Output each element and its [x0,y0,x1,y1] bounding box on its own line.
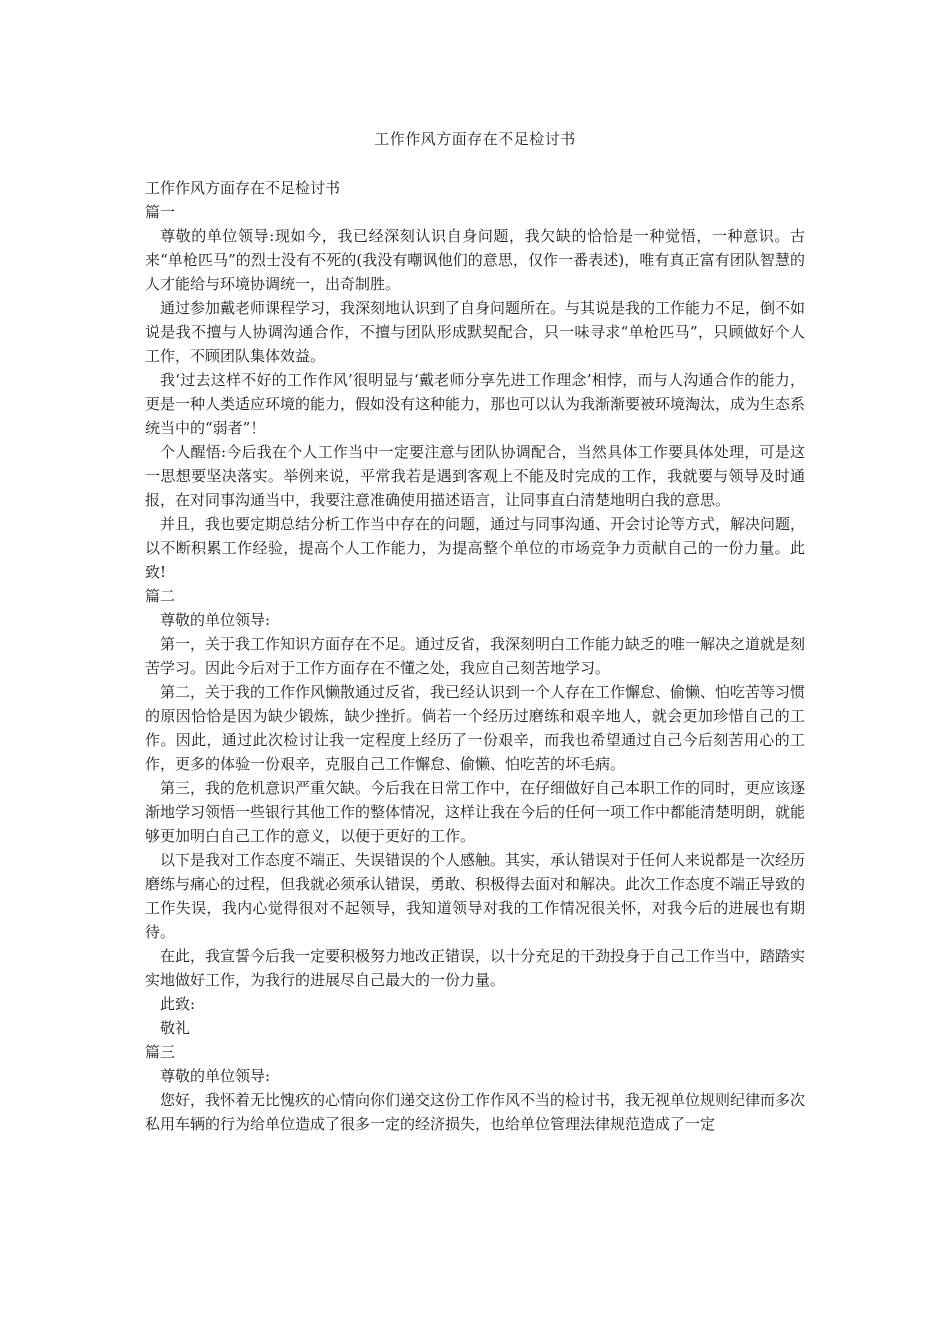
closing-line: 敬礼 [160,1019,191,1037]
section-heading: 篇二 [145,587,176,605]
paragraph: 个人醒悟:今后我在个人工作当中一定要注意与团队协调配合，当然具体工作要具体处理，可是这一思想要坚决落实。举例来说，平常我若是遇到客观上不能及时完成的工作，我就要与领导及时通报，在对同事沟通当中，我要注意准确使用描述语言，让同事直白清楚地明白我的意思。 [145,443,805,509]
paragraph: 以下是我对工作态度不端正、失误错误的个人感触。其实，承认错误对于任何人来说都是一次经历磨练与痛心的过程，但我就必须承认错误，勇敢、积极得去面对和解决。此次工作态度不端正导致的工作失误，我内心觉得很对不起领导，我知道领导对我的工作情况很关怀，对我今后的进展也有期待。 [145,851,806,941]
section-heading: 篇三 [145,1043,176,1061]
paragraph: 第三，我的危机意识严重欠缺。今后我在日常工作中，在仔细做好自己本职工作的同时，更应该逐渐地学习领悟一些银行其他工作的整体情况，这样让我在今后的任何一项工作中都能清楚明朗，就能够更加明白自己工作的意义，以便于更好的工作。 [145,779,806,845]
closing-line: 此致: [160,995,196,1013]
paragraph: 并且，我也要定期总结分析工作当中存在的问题，通过与同事沟通、开会讨论等方式，解决问题，以不断积累工作经验，提高个人工作能力，为提高整个单位的市场竞争力贡献自己的一份力量。此致! [145,515,806,581]
paragraph: 您好，我怀着无比愧疚的心情向你们递交这份工作作风不当的检讨书，我无视单位规则纪律而多次私用车辆的行为给单位造成了很多一定的经济损失，也给单位管理法律规范造成了一定 [145,1091,806,1133]
salutation: 尊敬的单位领导: [160,1067,271,1085]
paragraph: 第二，关于我的工作作风懒散通过反省，我已经认识到一个人存在工作懈怠、偷懒、怕吃苦等习惯的原因恰恰是因为缺少锻炼，缺少挫折。倘若一个经历过磨练和艰辛地人，就会更加珍惜自己的工作。因此，通过此次检讨让我一定程度上经历了一份艰辛，而我也希望通过自己今后刻苦用心的工作，更多的体验一份艰辛，克服自己工作懈怠、偷懒、怕吃苦的坏毛病。 [145,683,806,773]
document-subtitle: 工作作风方面存在不足检讨书 [145,179,341,197]
paragraph: 通过参加戴老师课程学习，我深刻地认识到了自身问题所在。与其说是我的工作能力不足，倒不如说是我不擅与人协调沟通合作，不擅与团队形成默契配合，只一味寻求“单枪匹马”，只顾做好个人工作，不顾团队集体效益。 [145,299,806,365]
paragraph: 尊敬的单位领导:现如今，我已经深刻认识自身问题，我欠缺的恰恰是一种觉悟，一种意识。古来“单枪匹马”的烈士没有不死的(我没有嘲讽他们的意思，仅作一番表述)，唯有真正富有团队智慧的人才能给与环境协调统一，出奇制胜。 [145,227,805,293]
salutation: 尊敬的单位领导: [160,611,271,629]
document-body [145,176,805,1136]
paragraph: 在此，我宣誓今后我一定要积极努力地改正错误，以十分充足的干劲投身于自己工作当中，踏踏实实地做好工作，为我行的进展尽自己最大的一份力量。 [145,947,806,989]
section-heading: 篇一 [145,203,176,221]
paragraph: 我‘过去这样不好的工作作风’很明显与‘戴老师分享先进工作理念’相悖，而与人沟通合作的能力，更是一种人类适应环境的能力，假如没有这种能力，那也可以认为我渐渐要被环境淘汰，成为生态系统当中的“弱者”！ [145,371,806,437]
document-title: 工作作风方面存在不足检讨书 [374,130,576,148]
paragraph: 第一，关于我工作知识方面存在不足。通过反省，我深刻明白工作能力缺乏的唯一解决之道就是刻苦学习。因此今后对于工作方面存在不懂之处，我应自己刻苦地学习。 [145,635,806,677]
